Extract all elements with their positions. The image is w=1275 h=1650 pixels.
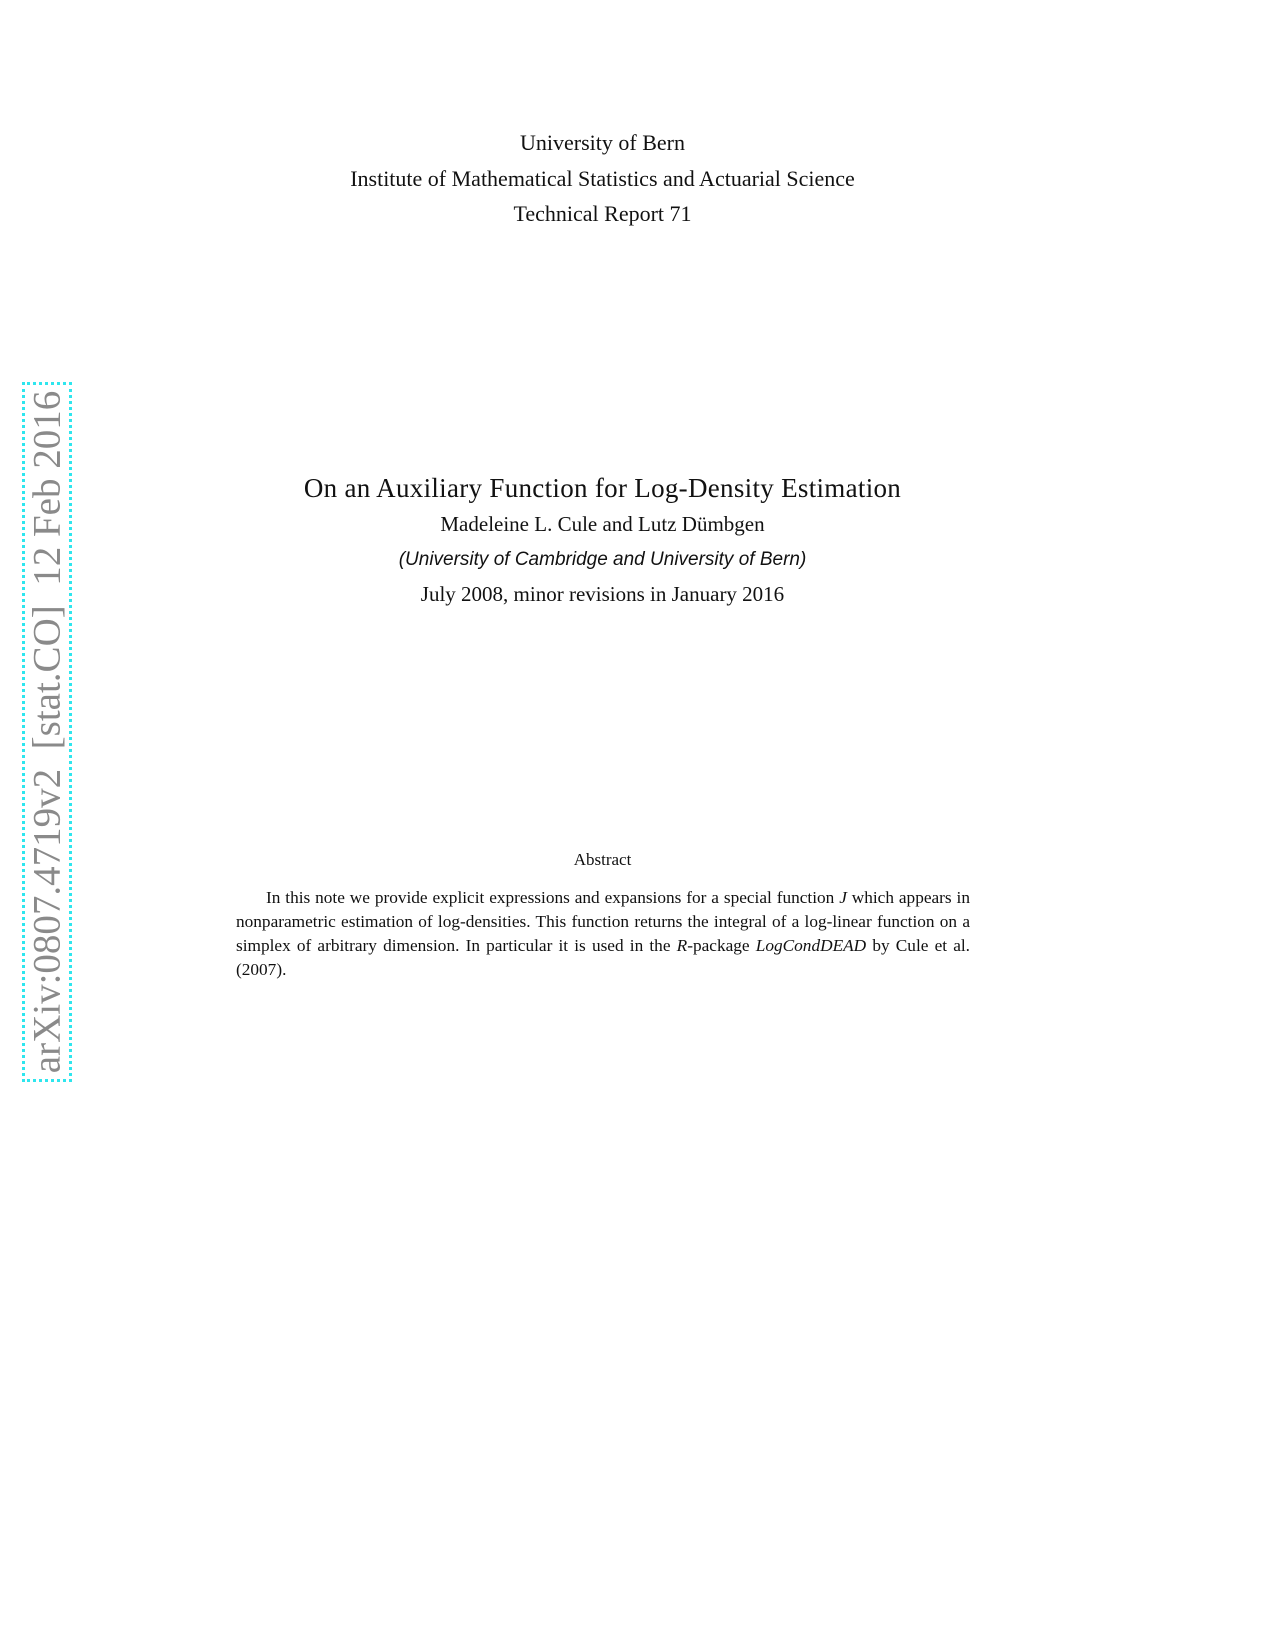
abstract-part: which appears in nonparametric estimation of log-densities. This function returns the integral of a log-linear function on a simplex of arbitrary dimension. In particular it is used in the xyxy=(236,888,970,955)
university: University of Bern xyxy=(520,130,685,155)
affiliation: (University of Cambridge and University of Bern) xyxy=(398,549,807,570)
abstract-heading: Abstract xyxy=(573,850,632,869)
package-name: LogCondDEAD xyxy=(755,936,867,955)
abstract-part: In this note we provide explicit expressions and expansions for a special function xyxy=(266,888,840,907)
abstract-part: by Cule et al. (2007). xyxy=(236,936,970,979)
abstract-part: -package xyxy=(687,936,756,955)
institute: Institute of Mathematical Statistics and Actuarial Science xyxy=(350,166,855,191)
abstract-text xyxy=(236,886,970,982)
report-number: Technical Report 71 xyxy=(513,201,692,226)
authors: Madeleine L. Cule and Lutz Dümbgen xyxy=(440,512,765,536)
paper-title: On an Auxiliary Function for Log-Density Estimation xyxy=(303,473,902,503)
arxiv-stamp[interactable]: arXiv:0807.4719v2 [stat.CO] 12 Feb 2016 xyxy=(25,390,69,1074)
symbol-j: J xyxy=(839,888,847,907)
date: July 2008, minor revisions in January 2016 xyxy=(420,582,785,606)
symbol-r: R xyxy=(676,936,688,955)
